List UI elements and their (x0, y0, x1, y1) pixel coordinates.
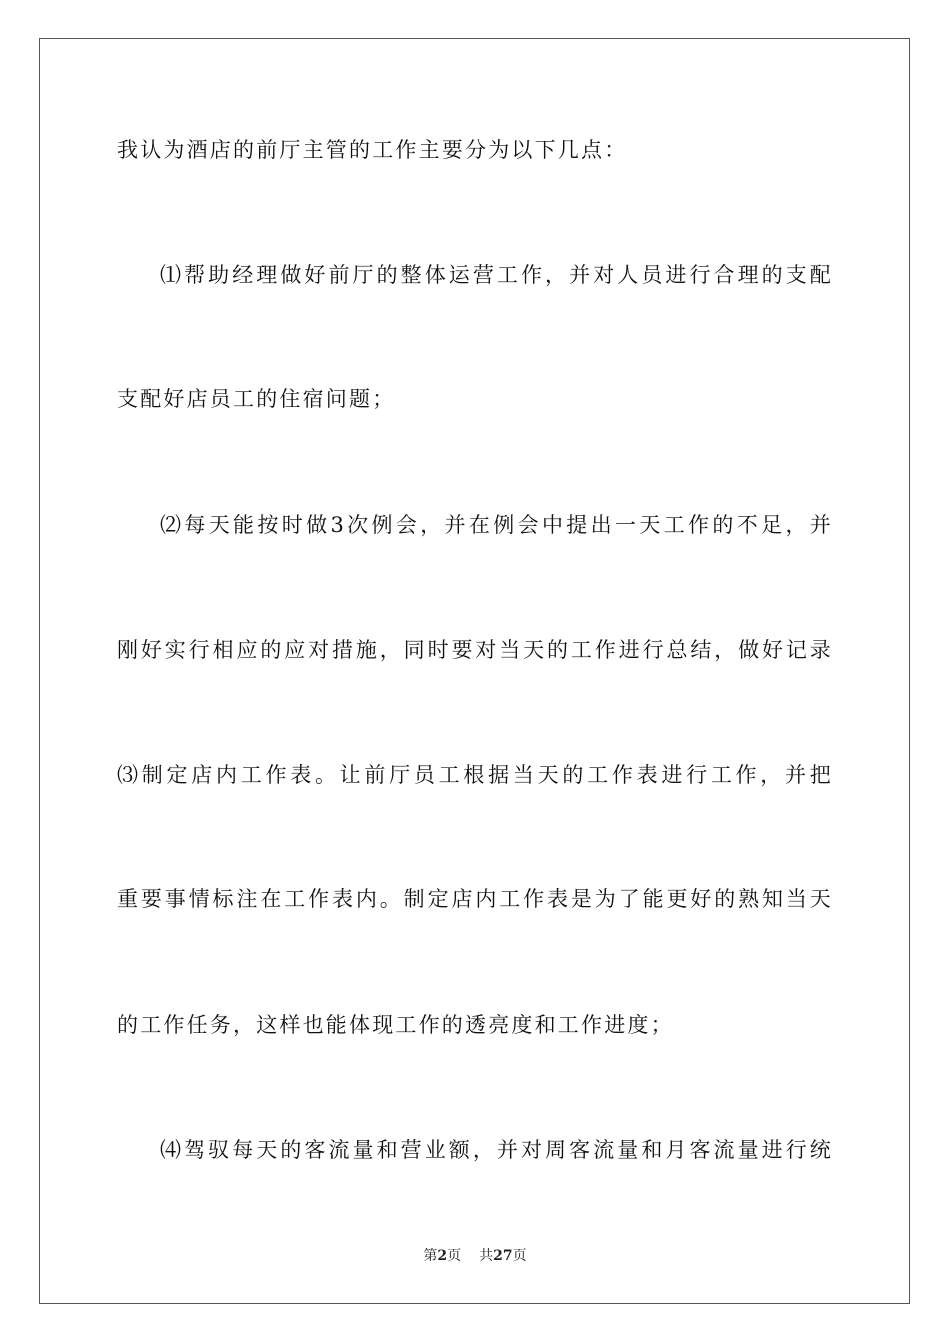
paragraph-line-6: ⑶制定店内工作表。让前厅员工根据当天的工作表进行工作，并把 (117, 763, 833, 787)
page-border (39, 38, 910, 1304)
footer-total-pages: 27 (493, 1248, 513, 1264)
paragraph-line-8: 的工作任务，这样也能体现工作的透亮度和工作进度； (117, 1013, 674, 1037)
footer-total-prefix: 共 (479, 1248, 494, 1264)
footer-page-prefix: 第 (423, 1248, 438, 1264)
paragraph-line-1: 我认为酒店的前厅主管的工作主要分为以下几点： (117, 138, 628, 162)
footer-total-suffix: 页 (512, 1248, 527, 1264)
footer-page-suffix: 页 (447, 1248, 462, 1264)
paragraph-line-5: 刚好实行相应的应对措施，同时要对当天的工作进行总结，做好记录 (117, 638, 833, 662)
footer-page-number: 2 (437, 1248, 448, 1264)
paragraph-line-4: ⑵每天能按时做3次例会，并在例会中提出一天工作的不足，并 (160, 513, 833, 537)
paragraph-line-3: 支配好店员工的住宿问题； (117, 387, 396, 411)
paragraph-line-2: ⑴帮助经理做好前厅的整体运营工作，并对人员进行合理的支配 (160, 263, 833, 287)
paragraph-line-7: 重要事情标注在工作表内。制定店内工作表是为了能更好的熟知当天 (117, 887, 833, 911)
paragraph-line-9: ⑷驾驭每天的客流量和营业额，并对周客流量和月客流量进行统 (160, 1138, 833, 1162)
page-footer (0, 1246, 950, 1266)
